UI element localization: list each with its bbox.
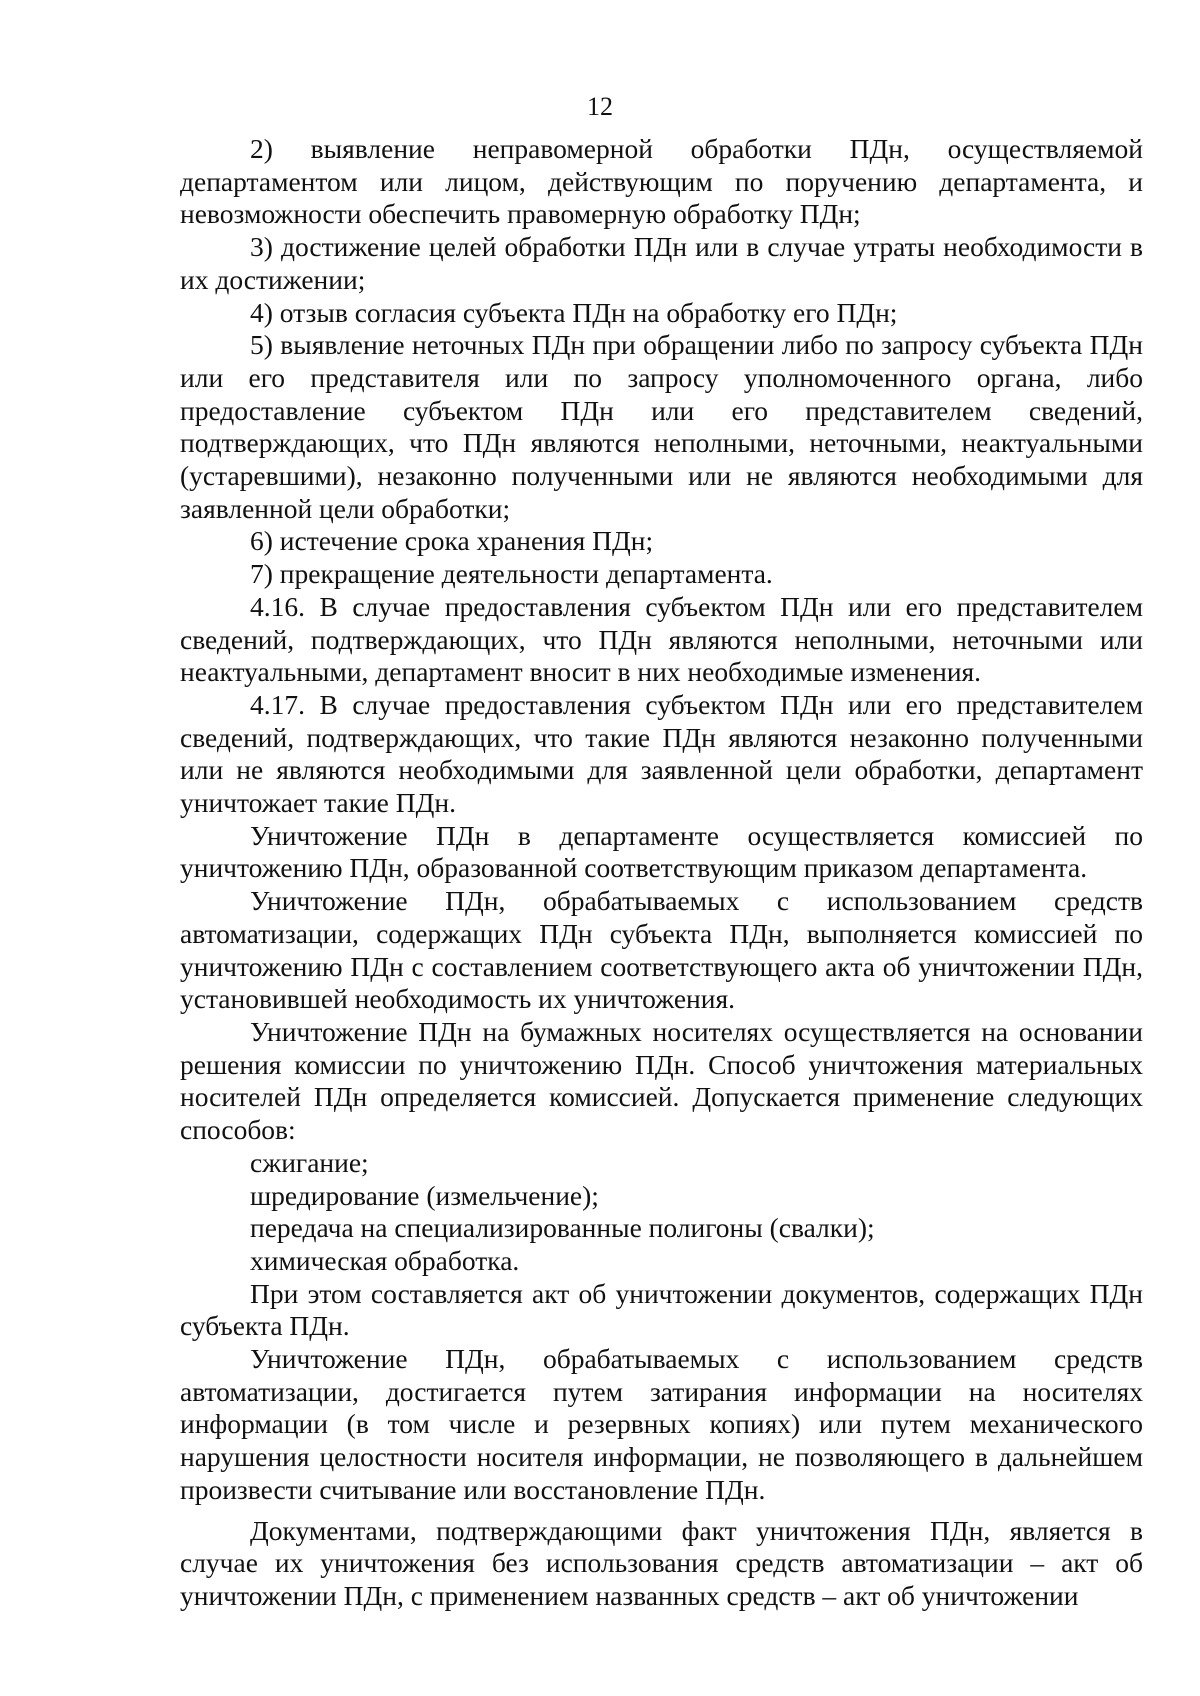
paragraph-item-5: 5) выявление неточных ПДн при обращении либо по запросу субъекта ПДн или его представителя или по запросу уполномоченного органа, либо предоставление субъектом ПДн или его представителем сведений, подтверждающих, что ПДн являются неполными, неточными, неактуальными (устаревшими), незаконно полученными или не являются необходимыми для заявленной цели обработки; <box>180 329 1143 524</box>
list-item-landfill: передача на специализированные полигоны (свалки); <box>250 1212 875 1244</box>
page-number: 12 <box>587 92 613 121</box>
paragraph-item-6: 6) истечение срока хранения ПДн; <box>250 525 654 557</box>
paragraph-paper-destruction: Уничтожение ПДн на бумажных носителях осуществляется на основании решения комиссии по уничтожению ПДн. Способ уничтожения материальных носителей ПДн определяется комиссией. Допускается применение следующих способов: <box>180 1015 1143 1146</box>
paragraph-commission: Уничтожение ПДн в департаменте осуществляется комиссией по уничтожению ПДн, образованной соответствующим приказом департамента. <box>180 819 1143 884</box>
paragraph-item-4: 4) отзыв согласия субъекта ПДн на обработку его ПДн; <box>250 296 898 328</box>
list-item-chemical: химическая обработка. <box>250 1244 520 1276</box>
paragraph-act: При этом составляется акт об уничтожении документов, содержащих ПДн субъекта ПДн. <box>180 1277 1143 1342</box>
paragraph-item-7: 7) прекращение деятельности департамента. <box>250 558 773 590</box>
paragraph-item-2: 2) выявление неправомерной обработки ПДн, осуществляемой департаментом или лицом, действующим по поручению департамента, и невозможности обеспечить правомерную обработку ПДн; <box>180 133 1143 230</box>
list-item-shredding: шредирование (измельчение); <box>250 1179 599 1211</box>
paragraph-proof-documents: Документами, подтверждающими факт уничтожения ПДн, является в случае их уничтожения без использования средств автоматизации – акт об уничтожении ПДн, с применением названных средств – акт об уничтожении <box>180 1514 1143 1611</box>
list-item-burning: сжигание; <box>250 1146 369 1178</box>
paragraph-media-wiping: Уничтожение ПДн, обрабатываемых с использованием средств автоматизации, достигается путем затирания информации на носителях информации (в том числе и резервных копиях) или путем механического нарушения целостности носителя информации, не позволяющего в дальнейшем произвести считывание или восстановление ПДн. <box>180 1343 1143 1505</box>
paragraph-automated-destruction: Уничтожение ПДн, обрабатываемых с использованием средств автоматизации, содержащих ПДн субъекта ПДн, выполняется комиссией по уничтожению ПДн с составлением соответствующего акта об уничтожении ПДн, установившей необходимость их уничтожения. <box>180 885 1143 1015</box>
paragraph-clause-4-16: 4.16. В случае предоставления субъектом ПДн или его представителем сведений, подтверждающих, что ПДн являются неполными, неточными или неактуальными, департамент вносит в них необходимые изменения. <box>180 590 1143 688</box>
paragraph-item-3: 3) достижение целей обработки ПДн или в случае утраты необходимости в их достижении; <box>180 231 1143 295</box>
paragraph-clause-4-17: 4.17. В случае предоставления субъектом ПДн или его представителем сведений, подтверждающих, что такие ПДн являются незаконно полученными или не являются необходимыми для заявленной цели обработки, департамент уничтожает такие ПДн. <box>180 688 1143 819</box>
document-body <box>180 133 1143 1613</box>
